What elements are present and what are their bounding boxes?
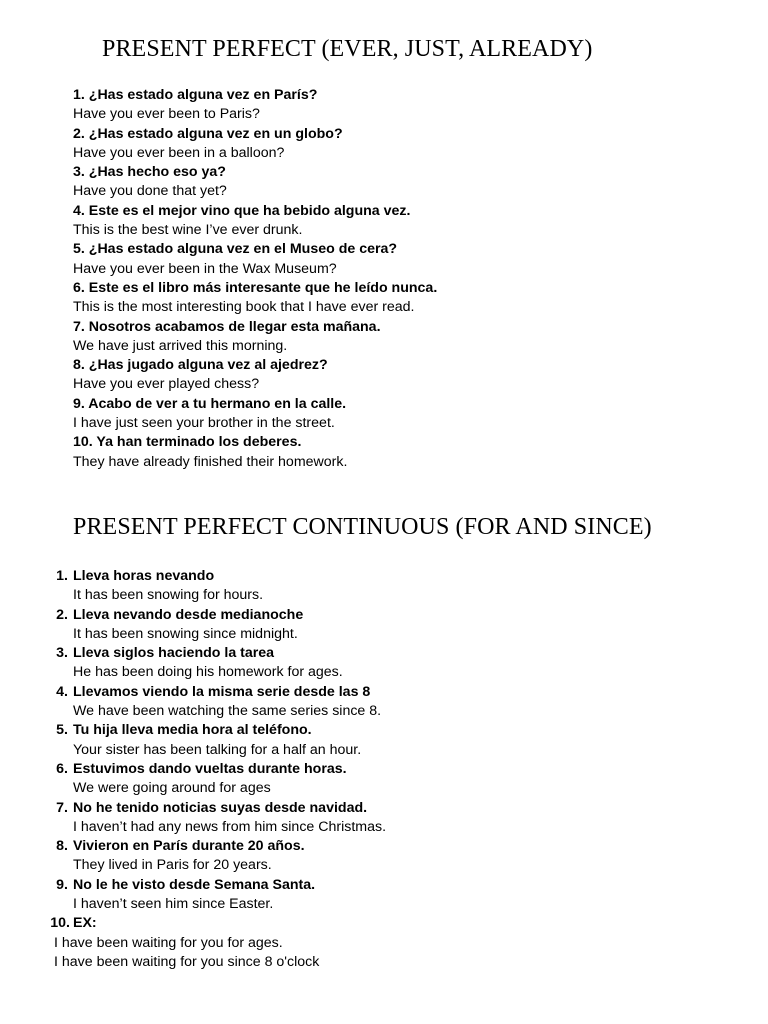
list-row [0, 625, 700, 644]
english-translation: I haven’t had any news from him since Christmas. [73, 818, 387, 835]
spanish-sentence: 5. ¿Has estado alguna vez en el Museo de cera? [73, 241, 398, 258]
list-row [0, 779, 700, 798]
english-translation: It has been snowing for hours. [73, 587, 264, 604]
spanish-sentence: Lleva horas nevando [73, 568, 215, 584]
spanish-sentence: 7. Nosotros acabamos de llegar esta mañana. [73, 318, 381, 335]
spanish-sentence: 4. Este es el mejor vino que ha bebido alguna vez. [73, 202, 411, 219]
item-number: 7. [56, 799, 68, 816]
spanish-sentence: 9. Acabo de ver a tu hermano en la calle. [73, 395, 347, 412]
list-row [0, 837, 700, 856]
spanish-sentence: 6. Este es el libro más interesante que he leído nunca. [73, 279, 438, 296]
spanish-sentence: 8. ¿Has jugado alguna vez al ajedrez? [73, 357, 328, 374]
example-sentence: I have been waiting for you since 8 o'clock [54, 953, 320, 970]
item-number: 6. [56, 760, 68, 777]
list-row [0, 934, 700, 953]
present-perfect-continuous-list [0, 567, 700, 972]
present-perfect-list [73, 86, 733, 472]
english-translation: We have just arrived this morning. [73, 337, 288, 354]
list-row [0, 818, 700, 837]
english-translation: Have you ever been in the Wax Museum? [73, 260, 337, 277]
list-row [0, 876, 700, 895]
english-translation: Have you ever played chess? [73, 376, 260, 393]
item-number: 4. [56, 683, 68, 700]
english-translation: This is the best wine I’ve ever drunk. [73, 222, 303, 239]
spanish-sentence: Vivieron en París durante 20 años. [73, 838, 305, 855]
english-translation: I have just seen your brother in the street. [73, 415, 335, 432]
list-row [0, 741, 700, 760]
english-translation: This is the most interesting book that I have ever read. [73, 299, 415, 316]
spanish-sentence: 10. Ya han terminado los deberes. [73, 434, 302, 451]
english-translation: Have you ever been to Paris? [73, 106, 260, 123]
spanish-sentence: Estuvimos dando vueltas durante horas. [73, 760, 347, 777]
list-row [0, 644, 700, 663]
list-row [0, 856, 700, 875]
spanish-sentence: 3. ¿Has hecho eso ya? [73, 164, 226, 181]
spanish-sentence: Llevamos viendo la misma serie desde las 8 [73, 683, 371, 700]
item-number: 3. [56, 645, 68, 662]
list-row [0, 895, 700, 914]
spanish-sentence: No le he visto desde Semana Santa. [73, 876, 316, 893]
list-row [0, 799, 700, 818]
list-row [0, 721, 700, 740]
english-translation: It has been snowing since midnight. [73, 625, 298, 642]
english-translation: We have been watching the same series since 8. [73, 703, 382, 720]
example-label: EX: [73, 915, 97, 932]
spanish-sentence: Tu hija lleva media hora al teléfono. [73, 722, 312, 739]
item-number: 9. [56, 876, 68, 893]
spanish-sentence: Lleva siglos haciendo la tarea [73, 645, 275, 662]
item-number: 10. [50, 915, 70, 932]
list-row [0, 586, 700, 605]
list-row [0, 567, 700, 586]
english-translation: Have you done that yet? [73, 183, 227, 200]
spanish-sentence: No he tenido noticias suyas desde navidad. [73, 799, 368, 816]
list-row [0, 683, 700, 702]
item-number: 5. [56, 722, 68, 739]
english-translation: They lived in Paris for 20 years. [73, 857, 272, 874]
english-translation: They have already finished their homework. [73, 453, 348, 470]
list-row [0, 914, 700, 933]
item-number: 1. [56, 568, 68, 584]
english-translation: We were going around for ages [73, 780, 271, 797]
english-translation: I haven’t seen him since Easter. [73, 896, 274, 913]
english-translation: Your sister has been talking for a half an hour. [73, 741, 362, 758]
list-row [0, 760, 700, 779]
list-row [0, 663, 700, 682]
list-row [0, 702, 700, 721]
list-row [0, 606, 700, 625]
section-title-present-perfect-continuous: PRESENT PERFECT CONTINUOUS (FOR AND SINCE) [73, 514, 652, 540]
english-translation: Have you ever been in a balloon? [73, 144, 285, 161]
section-title-present-perfect: PRESENT PERFECT (EVER, JUST, ALREADY) [102, 36, 593, 62]
english-translation: He has been doing his homework for ages. [73, 664, 343, 681]
item-number: 8. [56, 838, 68, 855]
spanish-sentence: Lleva nevando desde medianoche [73, 606, 304, 623]
item-number: 2. [56, 606, 68, 623]
spanish-sentence: 2. ¿Has estado alguna vez en un globo? [73, 125, 343, 142]
list-row [0, 953, 700, 972]
spanish-sentence: 1. ¿Has estado alguna vez en París? [73, 87, 318, 103]
example-sentence: I have been waiting for you for ages. [54, 934, 283, 951]
